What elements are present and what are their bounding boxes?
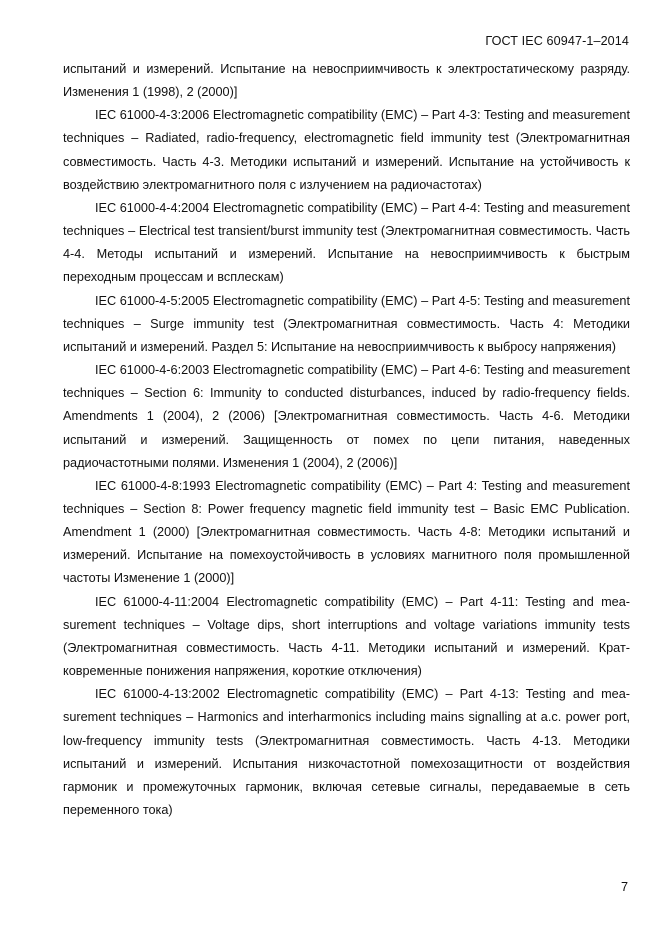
document-header: ГОСТ IEC 60947-1–2014 [485,34,629,48]
paragraph-iec-61000-4-13: IEC 61000-4-13:2002 Electromagnetic compatibility (EMC) – Part 4-13: Testing and measurement techniques – Harmonics and interharmonics including mains signalling at a.c. power port, low-frequency immunity tests (Электромагнитная совместимость. Часть 4-13. Методики испытаний и измерений. Испытания низкочастотной помехозащитности от воздействия гармоник и промежуточных гармоник, включая сетевые сигналы, передаваемые в сеть переменного тока) [63,687,630,817]
document-body [63,58,630,822]
paragraph-iec-61000-4-11: IEC 61000-4-11:2004 Electromagnetic compatibility (EMC) – Part 4-11: Testing and measurement techniques – Voltage dips, short interruptions and voltage variations immunity tests (Электромагнитная совместимость. Часть 4-11. Методики испытаний и измерений. Кратковременные понижения напряжения, короткие отключения) [63,594,630,679]
page-number: 7 [620,880,628,894]
paragraph-iec-61000-4-4: IEC 61000-4-4:2004 Electromagnetic compatibility (EMC) – Part 4-4: Testing and measurement techniques – Electrical test transient/burst immunity test (Электромагнитная совместимость. Часть 4-4. Методы испытаний и измерений. Испытание на невосприимчивость к быстрым переходным процессам и всплескам) [63,200,630,285]
paragraph-iec-61000-4-6: IEC 61000-4-6:2003 Electromagnetic compatibility (EMC) – Part 4-6: Testing and measurement techniques – Section 6: Immunity to conducted disturbances, induced by radio-frequency fields. Amendments 1 (2004), 2 (2006) [Электромагнитная совместимость. Часть 4-6. Методики испытаний и измерений. Защищенность от помех по цепи питания, наведенных радиочастотными полями. Изменения 1 (2004), 2 (2006)] [63,363,630,470]
paragraph-iec-61000-4-5: IEC 61000-4-5:2005 Electromagnetic compatibility (EMC) – Part 4-5: Testing and measurement techniques – Surge immunity test (Электромагнитная совместимость. Часть 4: Методики испытаний и измерений. Раздел 5: Испытание на невосприимчивость к выбросу напряжения) [63,293,630,354]
paragraph-continuation: испытаний и измерений. Испытание на невосприимчивость к электростатическому разряду. Изменения 1 (1998), 2 (2000)] [63,62,630,100]
paragraph-iec-61000-4-8: IEC 61000-4-8:1993 Electromagnetic compatibility (EMC) – Part 4: Testing and measurement techniques – Section 8: Power frequency magnetic field immunity test – Basic EMC Publication. Amendment 1 (2000) [Электромагнитная совместимость. Часть 4-8: Методики испытаний и измерений. Испытание на помехоустойчивость в условиях магнитного поля промышленной частоты Изменение 1 (2000)] [63,478,630,586]
paragraph-iec-61000-4-3: IEC 61000-4-3:2006 Electromagnetic compatibility (EMC) – Part 4-3: Testing and measurement techniques – Radiated, radio-frequency, electromagnetic field immunity test (Электромагнитная совместимость. Часть 4-3. Методики испытаний и измерений. Испытание на устойчивость к воздействию электромагнитного поля с излучением на радиочастотах) [63,108,630,192]
